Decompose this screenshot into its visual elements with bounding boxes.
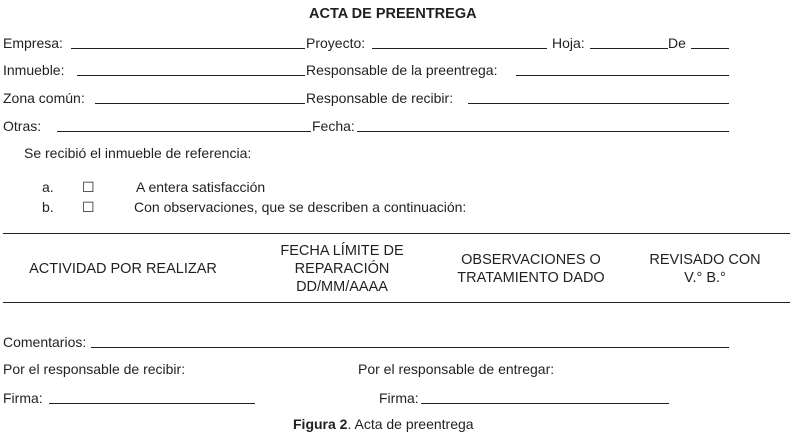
header-fecha-line2: REPARACIÓN [294,261,390,277]
header-fecha-line1: FECHA LÍMITE DE [280,243,404,259]
table-top-rule [3,233,790,234]
firma-left-label: Firma: [3,390,43,406]
proyecto-label: Proyecto: [306,35,366,51]
responsable-recibir-field[interactable] [468,103,729,104]
hoja-label: Hoja: [552,35,585,51]
firma-right-field[interactable] [421,403,669,404]
caption-text: . Acta de preentrega [347,416,474,432]
fecha-label: Fecha: [312,118,355,134]
comentarios-label: Comentarios: [3,334,87,350]
option-a-label: A entera satisfacción [136,179,266,195]
fecha-field[interactable] [357,131,729,132]
zona-comun-field[interactable] [95,103,305,104]
zona-comun-label: Zona común: [3,90,85,106]
received-statement: Se recibió el inmueble de referencia: [24,145,252,161]
por-recibir-label: Por el responsable de recibir: [3,361,186,377]
header-observaciones-line2: TRATAMIENTO DADO [457,270,605,286]
header-fecha-limite [262,242,422,296]
header-revisado [632,251,778,287]
firma-left-field[interactable] [49,403,255,404]
form-title: ACTA DE PREENTREGA [309,6,477,22]
otras-field[interactable] [57,131,311,132]
inmueble-label: Inmueble: [3,62,65,78]
de-field[interactable] [691,48,729,49]
header-revisado-line2: V.° B.° [684,270,726,286]
figure-caption [293,416,474,432]
inmueble-field[interactable] [77,75,305,76]
empresa-field[interactable] [71,48,305,49]
proyecto-field[interactable] [372,48,547,49]
header-observaciones-line1: OBSERVACIONES O [461,252,601,268]
otras-label: Otras: [3,118,42,134]
option-b-label: Con observaciones, que se describen a continuación: [134,199,467,215]
responsable-preentrega-label: Responsable de la preentrega: [306,62,498,78]
comentarios-field[interactable] [91,347,729,348]
por-entregar-label: Por el responsable de entregar: [358,361,555,377]
firma-right-label: Firma: [379,390,419,406]
option-a-checkbox[interactable]: ☐ [82,179,95,195]
de-label: De [668,35,686,51]
header-actividad [5,260,241,278]
caption-label: Figura 2 [293,416,348,432]
header-actividad-text: ACTIVIDAD POR REALIZAR [29,261,217,277]
responsable-preentrega-field[interactable] [516,75,729,76]
header-fecha-line3: DD/MM/AAAA [296,279,388,295]
option-a-letter: a. [42,179,54,195]
header-revisado-line1: REVISADO CON [649,252,761,268]
option-b-checkbox[interactable]: ☐ [82,199,95,215]
header-observaciones [440,251,622,287]
empresa-label: Empresa: [3,35,63,51]
table-bottom-rule [3,302,790,303]
responsable-recibir-label: Responsable de recibir: [306,90,454,106]
option-b-letter: b. [42,199,54,215]
hoja-field[interactable] [590,48,668,49]
